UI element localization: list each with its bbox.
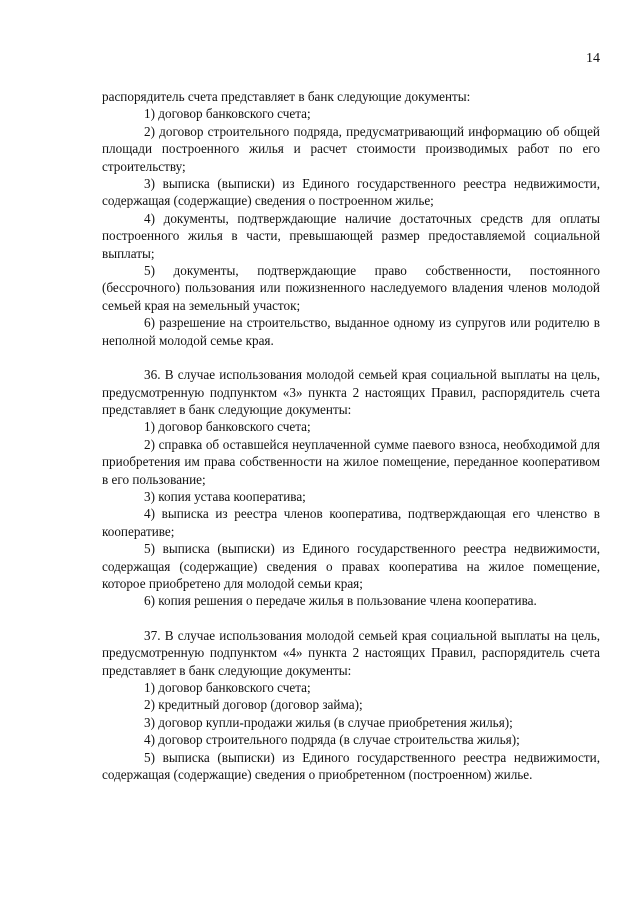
list-item: 6) разрешение на строительство, выданное одному из супругов или родителю в неполной молодой семье края. <box>102 315 600 348</box>
list-item: 5) выписка (выписки) из Единого государственного реестра недвижимости, содержащая (содержащие) сведения о приобретенном (построенном) жилье. <box>102 749 600 783</box>
list-item: 3) копия устава кооператива; <box>144 488 306 504</box>
list-item: 4) выписка из реестра членов кооператива, подтверждающая его членство в кооперативе; <box>102 506 600 539</box>
document-body <box>102 88 600 783</box>
list-item: 5) документы, подтверждающие право собственности, постоянного (бессрочного) пользования или пожизненного наследуемого владения членов молодой семьей края на земельный участок; <box>102 263 600 313</box>
list-item: 4) документы, подтверждающие наличие достаточных средств для оплаты построенного жилья в части, превышающей размер предоставляемой социальной выплаты; <box>102 210 600 261</box>
list-item: 2) кредитный договор (договор займа); <box>144 697 363 713</box>
list-item: 3) выписка (выписки) из Единого государственного реестра недвижимости, содержащая (содержащие) сведения о построенном жилье; <box>102 176 600 209</box>
page-number: 14 <box>586 51 600 66</box>
intro-paragraph: распорядитель счета представляет в банк следующие документы: <box>102 89 471 104</box>
section-37-heading: 37. В случае использования молодой семьей края социальной выплаты на цель, предусмотренную подпунктом «4» пункта 2 настоящих Правил, распорядитель счета представляет в банк следующие документы: <box>102 627 600 678</box>
list-item: 6) копия решения о передаче жилья в пользование члена кооператива. <box>144 593 537 609</box>
section-gap <box>102 349 600 366</box>
list-item: 1) договор банковского счета; <box>144 419 311 435</box>
list-item: 2) справка об оставшейся неуплаченной сумме паевого взноса, необходимой для приобретения им права собственности на жилое помещение, переданное кооперативом в его пользование; <box>102 436 600 487</box>
section-36-heading: 36. В случае использования молодой семьей края социальной выплаты на цель, предусмотренную подпунктом «3» пункта 2 настоящих Правил, распорядитель счета представляет в банк следующие документы: <box>102 367 600 417</box>
list-item: 4) договор строительного подряда (в случае строительства жилья); <box>144 732 520 748</box>
section-gap <box>102 610 600 627</box>
list-item: 5) выписка (выписки) из Единого государственного реестра недвижимости, содержащая (содержащие) сведения о правах кооператива на жилое помещение, которое приобретено для молодой семьи края; <box>102 541 600 591</box>
list-item: 1) договор банковского счета; <box>144 680 311 695</box>
list-item: 3) договор купли-продажи жилья (в случае приобретения жилья); <box>144 714 513 730</box>
list-item: 2) договор строительного подряда, предусматривающий информацию об общей площади построенного жилья и расчет стоимости производимых работ по его строительству; <box>102 123 600 174</box>
list-item: 1) договор банковского счета; <box>144 106 311 122</box>
